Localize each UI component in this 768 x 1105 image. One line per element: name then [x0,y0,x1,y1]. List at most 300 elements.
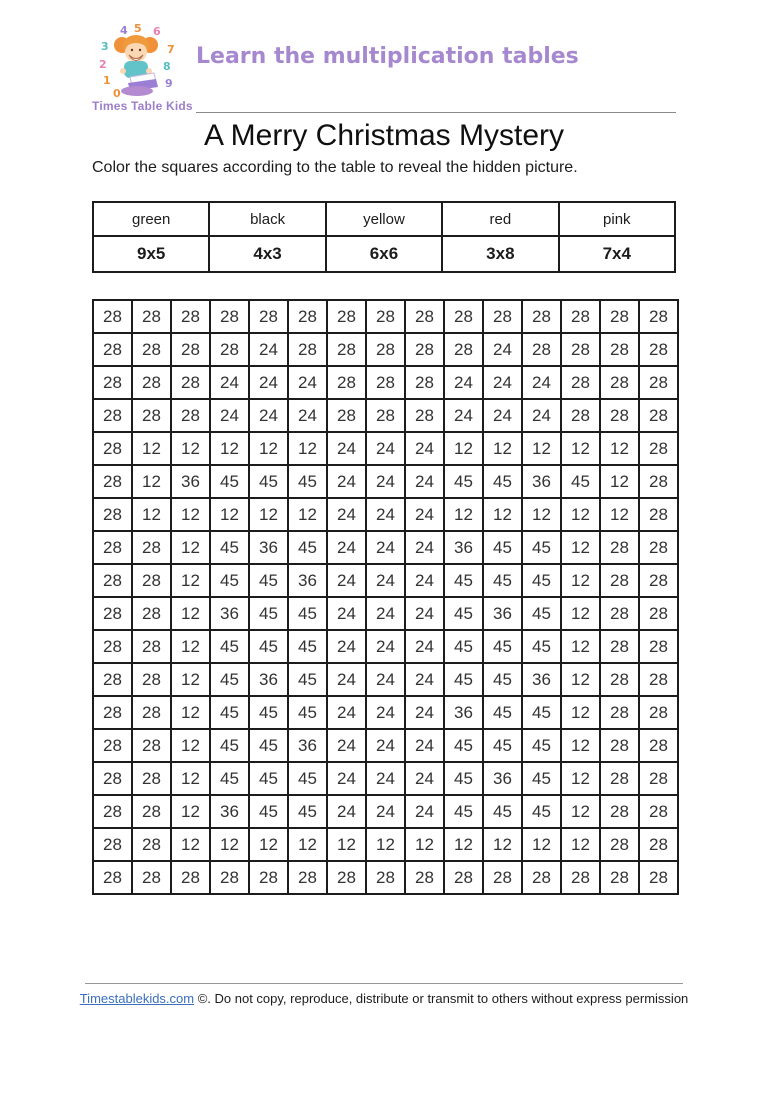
grid-cell: 12 [561,828,600,861]
grid-cell: 28 [288,300,327,333]
grid-cell: 24 [405,498,444,531]
grid-cell: 28 [93,531,132,564]
grid-cell: 28 [600,300,639,333]
grid-cell: 45 [249,564,288,597]
grid-cell: 28 [93,498,132,531]
grid-cell: 45 [249,795,288,828]
grid-cell: 28 [93,762,132,795]
grid-row [93,399,678,432]
grid-cell: 28 [132,729,171,762]
grid-cell: 12 [132,498,171,531]
grid-cell: 28 [93,696,132,729]
grid-cell: 24 [327,498,366,531]
grid-cell: 28 [522,333,561,366]
grid-cell: 45 [249,597,288,630]
logo-digit: 2 [99,58,107,71]
brand-heading: Learn the multiplication tables [196,44,579,69]
grid-cell: 24 [249,333,288,366]
grid-cell: 12 [249,828,288,861]
grid-cell: 28 [444,861,483,894]
grid-cell: 45 [561,465,600,498]
grid-cell: 28 [639,399,678,432]
grid-cell: 45 [522,597,561,630]
grid-row [93,663,678,696]
grid-cell: 28 [171,399,210,432]
grid-cell: 28 [132,300,171,333]
grid-cell: 12 [561,696,600,729]
grid-cell: 12 [210,828,249,861]
grid-cell: 45 [483,465,522,498]
grid-cell: 24 [327,696,366,729]
worksheet-content [92,119,676,895]
grid-cell: 24 [366,762,405,795]
grid-cell: 45 [249,696,288,729]
grid-cell: 45 [249,630,288,663]
key-color-cell: red [442,202,558,236]
grid-cell: 45 [210,663,249,696]
grid-row [93,762,678,795]
grid-cell: 28 [561,399,600,432]
key-color-cell: green [93,202,209,236]
grid-cell: 45 [483,663,522,696]
grid-cell: 28 [93,333,132,366]
grid-cell: 45 [444,762,483,795]
grid-cell: 24 [327,630,366,663]
grid-cell: 28 [639,828,678,861]
grid-cell: 28 [132,861,171,894]
grid-cell: 36 [249,663,288,696]
grid-cell: 12 [210,432,249,465]
grid-cell: 28 [600,663,639,696]
grid-cell: 28 [444,300,483,333]
grid-cell: 24 [405,531,444,564]
grid-cell: 12 [132,465,171,498]
grid-cell: 28 [210,333,249,366]
brand-logo [92,20,196,113]
grid-cell: 45 [210,630,249,663]
grid-cell: 12 [171,597,210,630]
grid-cell: 45 [522,531,561,564]
grid-cell: 28 [600,861,639,894]
grid-cell: 28 [561,333,600,366]
instruction-text: Color the squares according to the table to reveal the hidden picture. [92,159,578,176]
grid-cell: 24 [522,366,561,399]
grid-cell: 24 [522,399,561,432]
grid-row [93,300,678,333]
grid-cell: 12 [444,498,483,531]
grid-cell: 12 [288,828,327,861]
grid-cell: 24 [327,564,366,597]
grid-cell: 45 [483,531,522,564]
grid-cell: 28 [171,366,210,399]
grid-cell: 28 [132,531,171,564]
grid-cell: 28 [210,861,249,894]
grid-cell: 28 [171,300,210,333]
grid-cell: 12 [171,498,210,531]
key-fact-cell: 4x3 [209,236,325,272]
grid-cell: 45 [522,696,561,729]
grid-cell: 28 [600,399,639,432]
grid-cell: 12 [561,729,600,762]
grid-cell: 28 [639,861,678,894]
grid-cell: 45 [483,630,522,663]
grid-cell: 45 [288,663,327,696]
grid-cell: 28 [639,564,678,597]
grid-cell: 24 [366,696,405,729]
grid-cell: 12 [288,432,327,465]
grid-cell: 28 [93,564,132,597]
grid-cell: 28 [366,300,405,333]
grid-cell: 12 [171,696,210,729]
grid-cell: 28 [327,333,366,366]
key-fact-cell: 6x6 [326,236,442,272]
grid-cell: 24 [405,729,444,762]
grid-row [93,795,678,828]
grid-cell: 24 [366,432,405,465]
grid-cell: 24 [366,795,405,828]
grid-row [93,861,678,894]
key-color-cell: pink [559,202,675,236]
grid-cell: 36 [444,696,483,729]
grid-cell: 28 [132,828,171,861]
grid-cell: 28 [132,564,171,597]
logo-girl-illustration [92,20,184,98]
grid-cell: 45 [483,729,522,762]
grid-cell: 45 [444,597,483,630]
grid-cell: 24 [210,366,249,399]
grid-cell: 12 [249,432,288,465]
worksheet-page [0,20,768,1006]
grid-cell: 24 [405,630,444,663]
grid-cell: 45 [444,795,483,828]
grid-cell: 28 [93,861,132,894]
grid-cell: 28 [639,432,678,465]
grid-cell: 28 [93,663,132,696]
grid-cell: 45 [444,564,483,597]
grid-cell: 28 [132,630,171,663]
grid-cell: 12 [171,630,210,663]
grid-cell: 12 [327,828,366,861]
grid-cell: 36 [522,663,561,696]
grid-cell: 12 [600,465,639,498]
grid-cell: 12 [522,828,561,861]
grid-cell: 45 [249,762,288,795]
grid-cell: 24 [288,366,327,399]
grid-cell: 45 [288,795,327,828]
grid-cell: 36 [522,465,561,498]
grid-cell: 45 [444,729,483,762]
grid-cell: 12 [600,498,639,531]
grid-cell: 28 [639,630,678,663]
grid-row [93,498,678,531]
grid-cell: 28 [639,597,678,630]
grid-cell: 28 [639,498,678,531]
grid-cell: 24 [327,795,366,828]
grid-cell: 12 [210,498,249,531]
grid-cell: 12 [600,432,639,465]
grid-cell: 28 [93,828,132,861]
grid-cell: 24 [444,399,483,432]
logo-digit: 5 [134,22,142,35]
grid-cell: 28 [600,597,639,630]
grid-cell: 28 [405,300,444,333]
key-fact-row [93,236,675,272]
grid-cell: 28 [93,597,132,630]
footer-text [0,991,768,1006]
grid-cell: 28 [171,333,210,366]
grid-cell: 28 [405,399,444,432]
grid-cell: 45 [210,531,249,564]
grid-cell: 45 [210,729,249,762]
grid-cell: 28 [600,564,639,597]
grid-cell: 28 [405,333,444,366]
grid-cell: 45 [483,564,522,597]
footer-link[interactable]: Timestablekids.com [79,991,195,1006]
grid-cell: 36 [444,531,483,564]
grid-cell: 12 [171,564,210,597]
grid-cell: 12 [171,795,210,828]
grid-cell: 12 [444,828,483,861]
grid-cell: 24 [483,366,522,399]
grid-cell: 24 [405,432,444,465]
grid-cell: 45 [483,696,522,729]
grid-cell: 12 [561,531,600,564]
grid-cell: 24 [366,597,405,630]
grid-cell: 24 [327,465,366,498]
grid-cell: 28 [483,300,522,333]
grid-cell: 28 [327,366,366,399]
header-divider [196,112,676,113]
grid-cell: 12 [132,432,171,465]
grid-cell: 45 [288,630,327,663]
grid-cell: 12 [561,597,600,630]
grid-cell: 28 [366,366,405,399]
grid-cell: 28 [600,828,639,861]
grid-cell: 12 [483,498,522,531]
grid-cell: 45 [444,663,483,696]
grid-row [93,696,678,729]
grid-row [93,828,678,861]
grid-cell: 28 [600,795,639,828]
grid-cell: 28 [288,861,327,894]
grid-cell: 45 [288,762,327,795]
grid-cell: 24 [249,366,288,399]
grid-row [93,465,678,498]
logo-digit: 3 [101,40,109,53]
grid-cell: 24 [327,729,366,762]
grid-cell: 28 [132,762,171,795]
grid-cell: 12 [366,828,405,861]
logo-digit: 0 [113,87,121,98]
grid-cell: 12 [483,432,522,465]
grid-cell: 28 [600,729,639,762]
grid-cell: 36 [483,597,522,630]
grid-cell: 28 [522,300,561,333]
grid-cell: 24 [483,399,522,432]
grid-cell: 28 [132,366,171,399]
grid-cell: 28 [600,762,639,795]
grid-cell: 24 [405,564,444,597]
grid-cell: 28 [93,432,132,465]
grid-cell: 28 [132,795,171,828]
grid-cell: 28 [639,729,678,762]
grid-cell: 24 [366,465,405,498]
logo-caption: Times Table Kids [92,99,193,113]
grid-cell: 28 [327,300,366,333]
grid-cell: 24 [210,399,249,432]
grid-cell: 28 [366,861,405,894]
grid-cell: 36 [171,465,210,498]
key-fact-cell: 9x5 [93,236,209,272]
grid-cell: 12 [483,828,522,861]
grid-cell: 12 [171,531,210,564]
grid-cell: 12 [561,630,600,663]
grid-row [93,564,678,597]
grid-cell: 24 [327,531,366,564]
grid-cell: 24 [327,663,366,696]
grid-cell: 24 [444,366,483,399]
grid-cell: 45 [522,795,561,828]
grid-cell: 36 [288,564,327,597]
grid-cell: 36 [249,531,288,564]
grid-cell: 12 [561,795,600,828]
grid-cell: 28 [639,663,678,696]
grid-cell: 12 [522,498,561,531]
grid-row [93,531,678,564]
grid-cell: 12 [561,762,600,795]
grid-cell: 24 [327,762,366,795]
grid-cell: 24 [405,663,444,696]
grid-cell: 28 [210,300,249,333]
grid-row [93,729,678,762]
grid-cell: 45 [444,630,483,663]
grid-cell: 45 [210,465,249,498]
grid-cell: 36 [210,597,249,630]
grid-cell: 12 [561,564,600,597]
grid-cell: 28 [132,399,171,432]
header-right [196,20,676,113]
grid-cell: 28 [600,366,639,399]
grid-row [93,366,678,399]
grid-cell: 24 [405,465,444,498]
grid-cell: 28 [249,300,288,333]
color-key-table [92,201,676,273]
grid-cell: 24 [366,630,405,663]
grid-cell: 28 [327,399,366,432]
grid-cell: 45 [210,696,249,729]
grid-cell: 28 [561,861,600,894]
grid-cell: 12 [171,762,210,795]
grid-cell: 24 [483,333,522,366]
grid-cell: 45 [483,795,522,828]
grid-cell: 28 [561,300,600,333]
grid-cell: 24 [366,663,405,696]
grid-row [93,597,678,630]
grid-cell: 24 [366,531,405,564]
grid-cell: 12 [249,498,288,531]
grid-cell: 28 [93,366,132,399]
grid-cell: 45 [288,531,327,564]
grid-cell: 28 [93,795,132,828]
grid-cell: 28 [93,300,132,333]
grid-cell: 28 [639,333,678,366]
key-color-row [93,202,675,236]
grid-cell: 28 [93,465,132,498]
grid-cell: 12 [561,663,600,696]
grid-cell: 28 [93,399,132,432]
footer [0,983,768,1006]
grid-cell: 24 [327,597,366,630]
grid-cell: 28 [600,696,639,729]
grid-row [93,630,678,663]
grid-row [93,432,678,465]
grid-cell: 12 [522,432,561,465]
logo-digit: 8 [163,60,171,73]
grid-cell: 28 [132,663,171,696]
grid-cell: 24 [366,729,405,762]
grid-cell: 12 [405,828,444,861]
key-fact-cell: 7x4 [559,236,675,272]
grid-cell: 28 [600,531,639,564]
grid-cell: 45 [210,564,249,597]
grid-cell: 28 [639,762,678,795]
logo-digit: 9 [165,77,173,90]
page-title: A Merry Christmas Mystery [203,119,565,152]
grid-cell: 28 [93,630,132,663]
footer-copyright-text: ©. Do not copy, reproduce, distribute or transmit to others without express permission [194,991,689,1006]
grid-cell: 28 [639,465,678,498]
grid-cell: 12 [171,729,210,762]
grid-cell: 24 [366,498,405,531]
grid-cell: 45 [522,630,561,663]
grid-cell: 28 [132,597,171,630]
grid-cell: 24 [288,399,327,432]
grid-cell: 45 [444,465,483,498]
grid-cell: 28 [366,399,405,432]
grid-cell: 28 [639,366,678,399]
grid-cell: 36 [483,762,522,795]
grid-cell: 28 [639,795,678,828]
logo-digit: 1 [103,74,111,87]
grid-cell: 28 [639,531,678,564]
grid-cell: 28 [405,861,444,894]
grid-cell: 45 [522,762,561,795]
grid-cell: 28 [249,861,288,894]
grid-row [93,333,678,366]
grid-cell: 28 [288,333,327,366]
header [92,20,676,113]
grid-cell: 45 [522,729,561,762]
grid-cell: 45 [522,564,561,597]
grid-cell: 12 [561,498,600,531]
grid-cell: 28 [600,333,639,366]
grid-cell: 28 [93,729,132,762]
grid-cell: 28 [522,861,561,894]
grid-cell: 28 [366,333,405,366]
grid-cell: 45 [288,597,327,630]
footer-divider [85,983,683,984]
grid-cell: 12 [171,432,210,465]
grid-cell: 24 [366,564,405,597]
grid-cell: 28 [132,333,171,366]
grid-cell: 24 [327,432,366,465]
grid-cell: 36 [288,729,327,762]
grid-cell: 24 [405,795,444,828]
grid-cell: 45 [249,465,288,498]
key-color-cell: black [209,202,325,236]
grid-cell: 28 [600,630,639,663]
grid-cell: 28 [639,300,678,333]
